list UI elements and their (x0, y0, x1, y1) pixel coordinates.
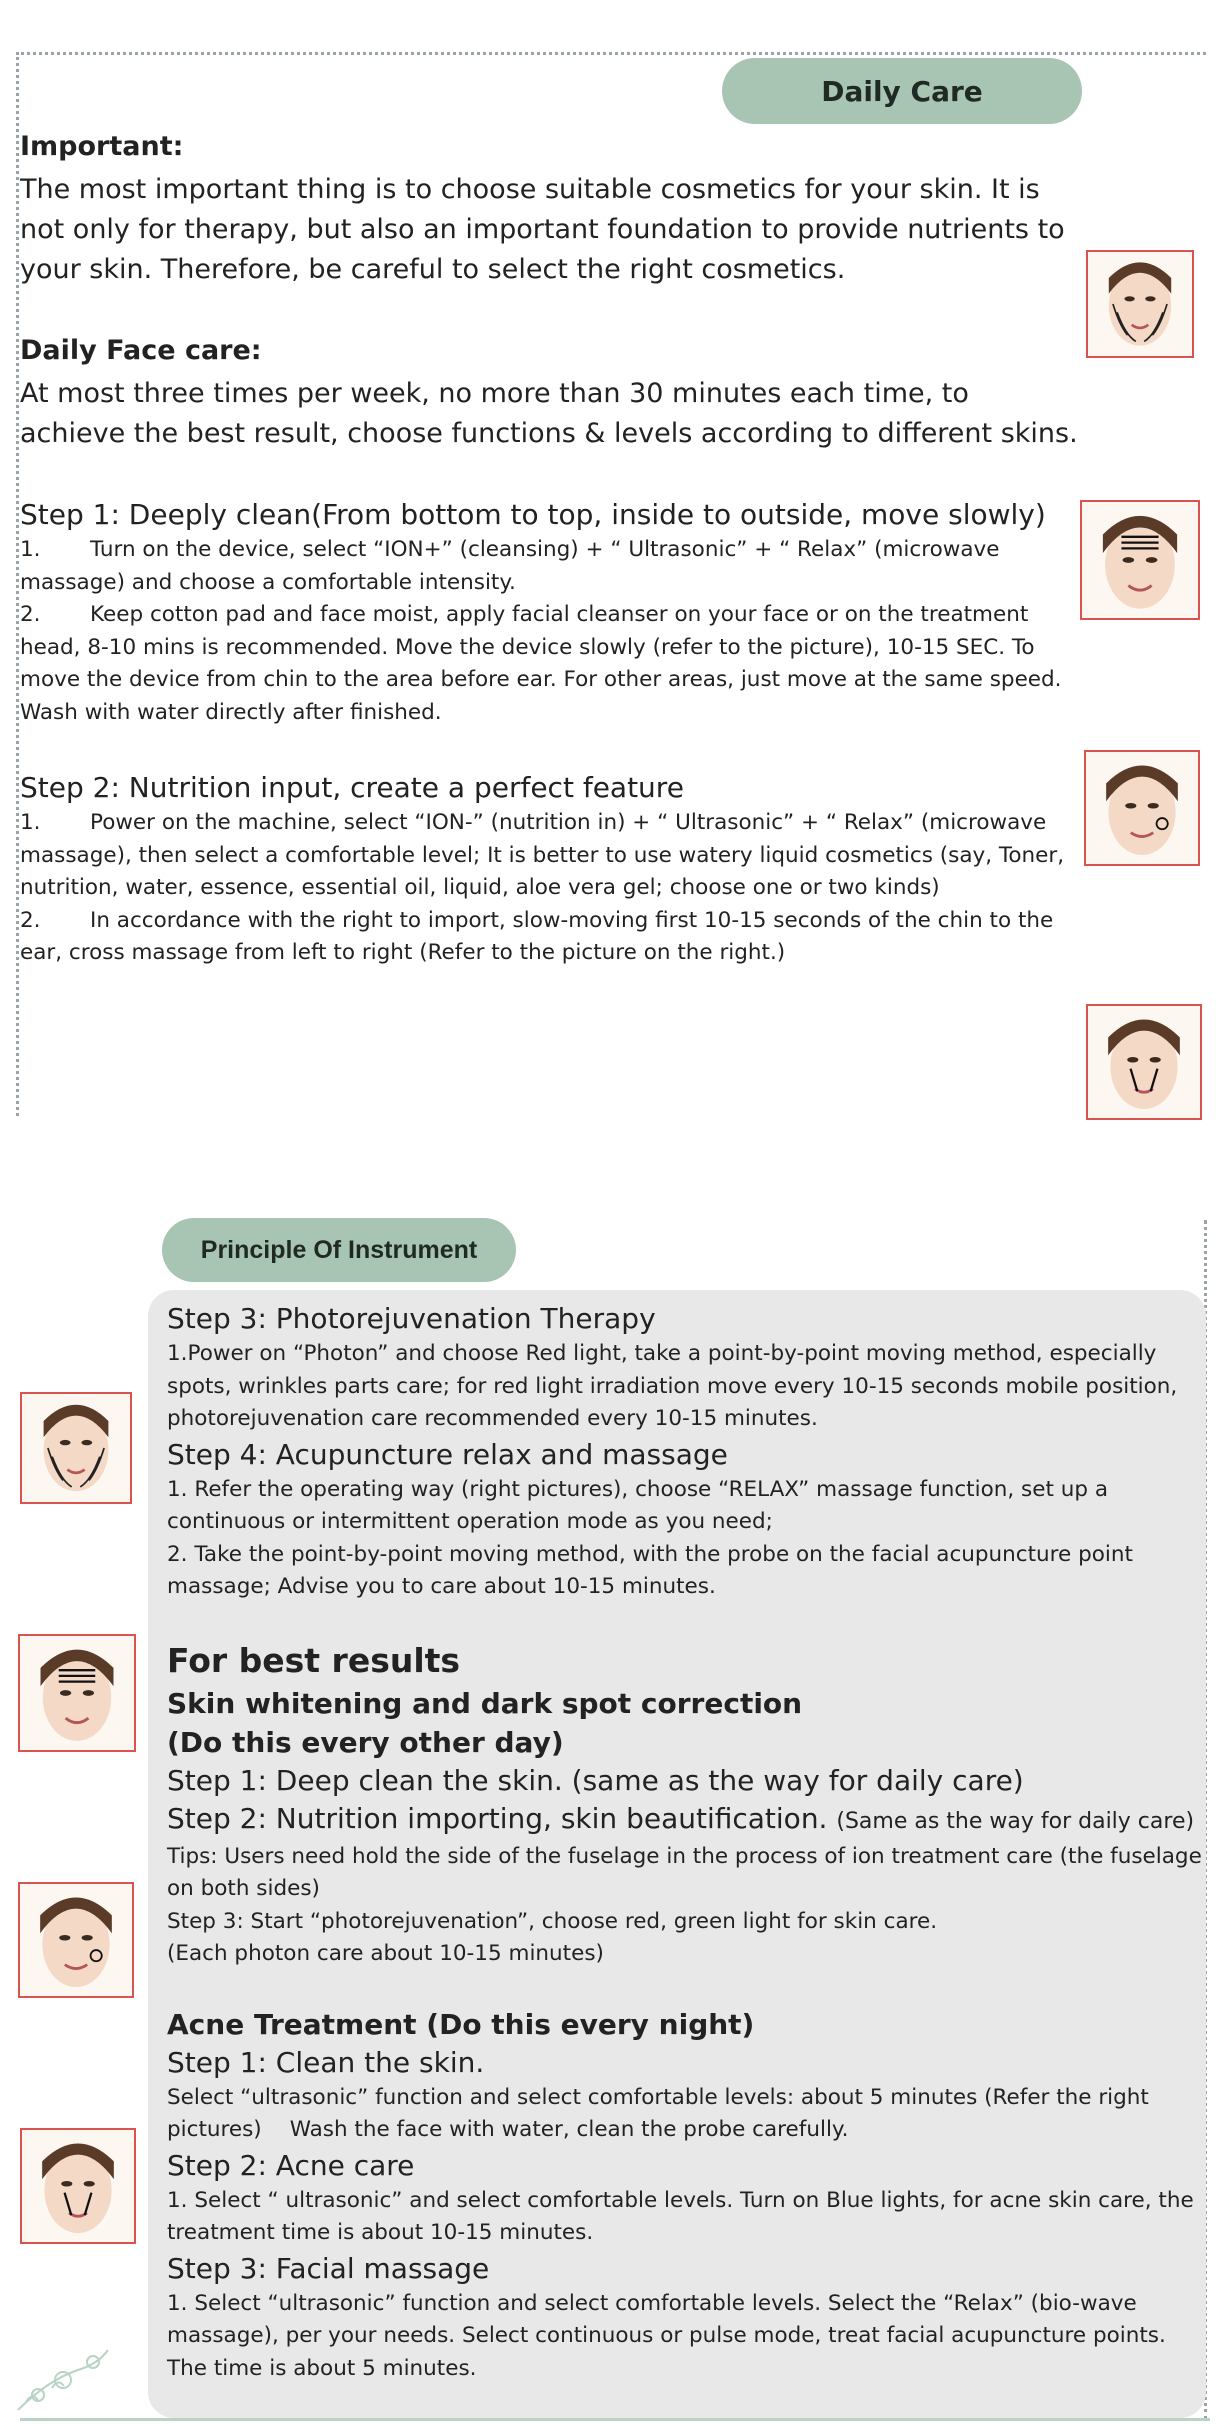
important-heading: Important: (20, 131, 184, 162)
whitening-step2-title: Step 2: Nutrition importing, skin beautification. (167, 1801, 828, 1835)
daily-care-content (20, 128, 1080, 970)
step2-item (20, 807, 1080, 905)
item-number: 2. (20, 907, 41, 933)
daily-face-care-text: At most three times per week, no more than 30 minutes each time, to achieve the best result, choose functions & levels according to different skins. (20, 378, 1078, 449)
whitening-step3: Step 3: Start “photorejuvenation”, choose red, green light for skin care. (167, 1908, 938, 1934)
acne-step1: Step 1: Clean the skin. (167, 2045, 485, 2079)
whitening-title: Skin whitening and dark spot correction (167, 1686, 803, 1720)
daily-face-care-heading: Daily Face care: (20, 335, 262, 366)
item-text: Keep cotton pad and face moist, apply facial cleanser on your face or on the treatment head, 8-10 mins is recommended. Move the device slowly (refer to the picture), 10-15 SEC. To move the device from chin to the area before ear. For other areas, just move at the same speed. Wash with water directly after finished. (20, 602, 1062, 725)
principle-content (167, 1300, 1207, 2385)
step1-item (20, 599, 1080, 729)
acne-step3-text2: The time is about 5 minutes. (167, 2355, 477, 2381)
whitening-step2-note: (Same as the way for daily care) (836, 1808, 1195, 1834)
step2-item (20, 905, 1080, 970)
step3-title: Step 3: Photorejuvenation Therapy (167, 1302, 656, 1335)
step1-item (20, 534, 1080, 599)
item-number: 2. (20, 602, 41, 627)
acne-step1-text (167, 2082, 1207, 2147)
acne-step3: Step 3: Facial massage (167, 2251, 490, 2285)
acne-step2-text: 1. Select “ ultrasonic” and select comfortable levels. Turn on Blue lights, for acne skin care, the treatment time is about 10-15 minutes. (167, 2187, 1194, 2245)
acne-title: Acne Treatment (Do this every night) (167, 2007, 755, 2041)
daily-care-badge: Daily Care (722, 58, 1082, 124)
face-illustration-forehead (1080, 500, 1200, 620)
floral-decoration-icon (8, 2340, 118, 2416)
item-text: In accordance with the right to import, slow-moving first 10-15 seconds of the chin to the ear, cross massage from left to right (Refer to the picture on the right.) (20, 907, 1054, 965)
item-number: 1. (20, 810, 41, 835)
face-illustration-chin-ear (1086, 1004, 1202, 1120)
face-illustration-cheek-lift (1086, 250, 1194, 358)
face-illustration-forehead (18, 1634, 136, 1752)
whitening-frequency: (Do this every other day) (167, 1725, 564, 1759)
best-results-title: For best results (167, 1640, 461, 1680)
face-illustration-cheek-lift (20, 1392, 132, 1504)
item-text: Turn on the device, select “ION+” (cleansing) + “ Ultrasonic” + “ Relax” (microwave massage) and choose a comfortable intensity. (20, 537, 1000, 595)
step4-title: Step 4: Acupuncture relax and massage (167, 1437, 728, 1471)
step1-title: Step 1: Deeply clean(From bottom to top, inside to outside, move slowly) (20, 498, 1046, 531)
whitening-step2 (167, 1800, 1207, 1841)
step4-text1: 1. Refer the operating way (right pictures), choose “RELAX” massage function, set up a continuous or intermittent operation mode as you need; (167, 1476, 1109, 1534)
item-text: Power on the machine, select “ION-” (nutrition in) + “ Ultrasonic” + “ Relax” (microwave massage), then select a comfortable level; It is better to use watery liquid cosmetics (say, Toner, nutrition, water, essence, essential oil, liquid, aloe vera gel; choose one or two kinds) (20, 810, 1065, 900)
important-text: The most important thing is to choose suitable cosmetics for your skin. It is not only for therapy, but also an important foundation to provide nutrients to your skin. Therefore, be careful to select the right cosmetics. (20, 174, 1065, 285)
face-illustration-cheek-circle (1084, 750, 1200, 866)
acne-step1-text1: Select “ultrasonic” function and select comfortable levels: about 5 minutes (Refer the right pictures) (167, 2084, 1149, 2142)
whitening-tips: Tips: Users need hold the side of the fuselage in the process of ion treatment care (the fuselage on both sides) (167, 1843, 1202, 1901)
acne-step3-text1: 1. Select “ultrasonic” function and select comfortable levels. Select the “Relax” (bio-wave massage), per your needs. Select continuous or pulse mode, treat facial acupuncture points. (167, 2290, 1166, 2348)
step2-title: Step 2: Nutrition input, create a perfect feature (20, 771, 684, 804)
step3-text: 1.Power on “Photon” and choose Red light, take a point-by-point moving method, especially spots, wrinkles parts care; for red light irradiation move every 10-15 seconds mobile position, photorejuvenation care recommended every 10-15 minutes. (167, 1341, 1178, 1431)
whitening-step3-note: (Each photon care about 10-15 minutes) (167, 1941, 604, 1966)
acne-step3-text (167, 2288, 1207, 2386)
whitening-step1: Step 1: Deep clean the skin. (same as the way for daily care) (167, 1763, 1024, 1797)
face-illustration-cheek-circle (18, 1882, 134, 1998)
acne-step1-text2: Wash the face with water, clean the probe carefully. (289, 2117, 849, 2142)
step4-text2: 2. Take the point-by-point moving method, with the probe on the facial acupuncture point massage; Advise you to care about 10-15 minutes. (167, 1541, 1133, 1599)
principle-badge: Principle Of Instrument (162, 1218, 516, 1282)
acne-step2: Step 2: Acne care (167, 2148, 415, 2182)
face-illustration-chin-ear (20, 2128, 136, 2244)
item-number: 1. (20, 537, 41, 562)
section-bottom-rule (20, 2418, 1210, 2421)
